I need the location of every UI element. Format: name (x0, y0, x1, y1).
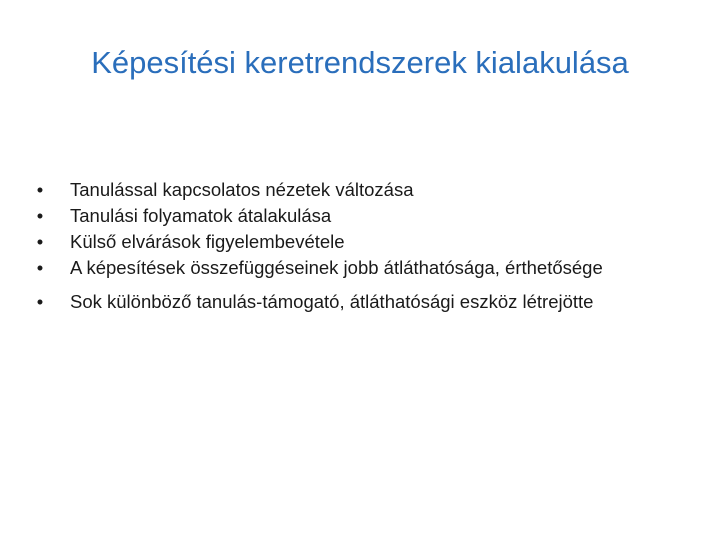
slide-title: Képesítési keretrendszerek kialakulása (91, 45, 629, 80)
bullet-item-3 (34, 230, 674, 254)
bullet-dot-icon: • (36, 179, 44, 200)
bullet-text: Sok különböző tanulás-támogató, átláthatósági eszköz létrejötte (70, 291, 594, 312)
bullet-item-1 (34, 178, 674, 202)
bullet-text: A képesítések összefüggéseinek jobb átláthatósága, érthetősége (70, 257, 603, 278)
bullet-text: Külső elvárások figyelembevétele (70, 231, 345, 252)
bullet-list (34, 178, 674, 316)
bullet-dot-icon: • (36, 291, 44, 312)
bullet-text: Tanulással kapcsolatos nézetek változása (70, 179, 414, 200)
bullet-dot-icon: • (36, 257, 44, 278)
bullet-item-5 (34, 290, 674, 314)
bullet-item-4 (34, 256, 674, 280)
bullet-item-2 (34, 204, 674, 228)
bullet-dot-icon: • (36, 205, 44, 226)
bullet-text: Tanulási folyamatok átalakulása (70, 205, 332, 226)
bullet-dot-icon: • (36, 231, 44, 252)
